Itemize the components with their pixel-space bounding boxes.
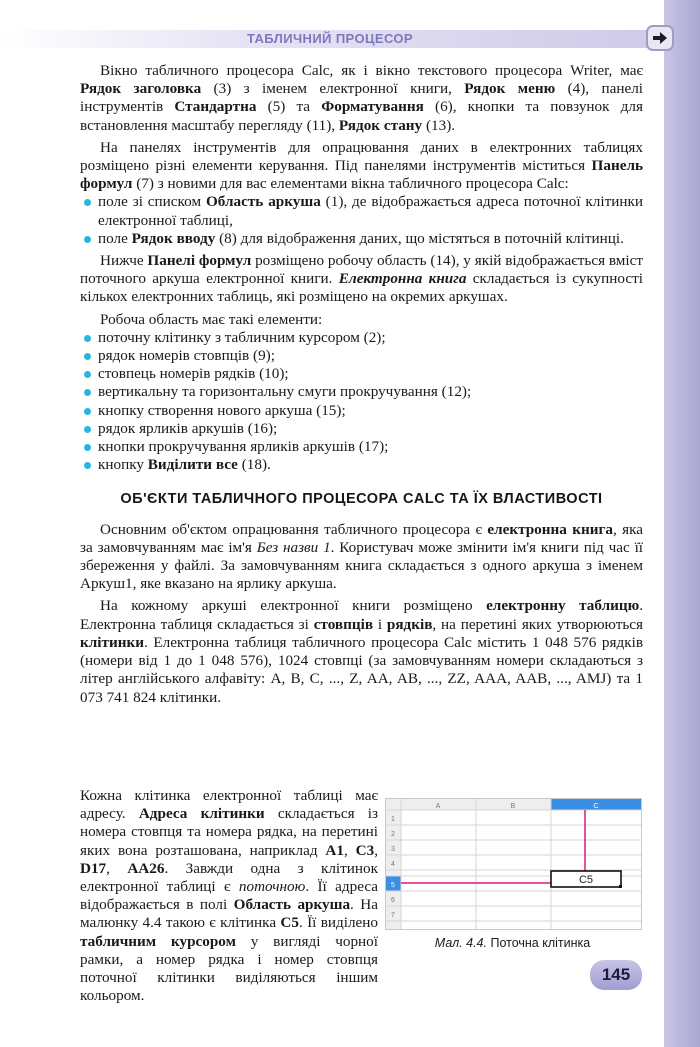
fill-handle [619,885,622,888]
side-strip [664,0,700,1047]
list-item: кнопки прокручування ярликів аркушів (17); [80,438,643,456]
bullet-list [80,329,643,475]
spreadsheet-figure [385,798,642,930]
spreadsheet-grid-illustration [386,799,641,929]
list-item: стовпець номерів рядків (10); [80,365,643,383]
paragraph: Нижче Панелі формул розміщено робочу область (14), у якій відображається вміст поточного аркуша електронної книги. Електронна книга складається із сукупності кількох електронних таблиць, які розміщено на окремих аркушах. [80,252,643,306]
bullet-list [80,193,643,248]
row-header-active: 5 [391,882,395,889]
row-header: 7 [391,912,395,919]
section-heading: ОБ'ЄКТИ ТАБЛИЧНОГО ПРОЦЕСОРА CALC ТА ЇХ ВЛАСТИВОСТІ [120,491,603,508]
list-item: рядок номерів стовпців (9); [80,347,643,365]
list-item: поле Рядок вводу (8) для відображення даних, що містяться в поточній клітинці. [80,230,643,248]
column-header-a: A [435,803,441,810]
paragraph: На панелях інструментів для опрацювання даних в електронних таблицях розміщено різні елементи керування. Під панелями інструментів міститься Панель формул (7) з новими для вас елементами вікна табличного процесора Calc: [80,138,643,193]
list-item: вертикальну та горизонтальну смуги прокручування (12); [80,383,643,401]
row-header: 3 [391,846,395,853]
list-item: кнопку Виділити все (18). [80,456,643,474]
paragraph: На кожному аркуші електронної книги розміщено електронну таблицю. Електронна таблиця складається зі стовпців і рядків, на перетині яких утворюються клітинки. Електронна таблиця табличного процесора Calc містить 1 048 576 рядків (номери від 1 до 1 048 576), 1024 стовпці (за замовчуванням номери складаються з літер англійського алфавіту: A, B, C, ..., Z, AA, AB, ..., ZZ, AAA, AAB, ..., AMJ) та 1 073 741 824 клітинки. [80,597,643,706]
arrow-right-icon[interactable] [646,25,674,51]
paragraph: Вікно табличного процесора Calc, як і вікно текстового процесора Writer, має Рядок заголовка (3) з іменем електронної книги, Рядок меню (4), панелі інструментів Стандартна (5) та Форматування (6), кнопки та повзунок для встановлення масштабу перегляду (11), Рядок стану (13). [80,62,644,134]
running-header: ТАБЛИЧНИЙ ПРОЦЕСОР [247,31,413,46]
column-header-b: B [510,803,516,810]
text-beside-figure [80,787,378,1005]
row-header: 2 [391,831,395,838]
list-item: поле зі списком Область аркуша (1), де відображається адреса поточної клітинки електронної таблиці, [80,193,643,229]
figure-number: Мал. 4.4. [434,936,487,950]
figure-caption [385,936,640,950]
paragraph: Робоча область має такі елементи: [100,310,323,328]
row-header: 1 [391,816,395,823]
cell-label: C5 [578,874,594,886]
arrow-right-icon-glyph [652,31,668,45]
page-number-badge [590,960,642,990]
row-header: 6 [391,897,395,904]
list-item: поточну клітинку з табличним курсором (2); [80,329,643,347]
main-text [80,62,643,707]
list-item: рядок ярликів аркушів (16); [80,420,643,438]
figure-caption-text: Поточна клітинка [486,936,591,950]
column-header-c: C [593,803,599,810]
paragraph: Кожна клітинка електронної таблиці має адресу. Адреса клітинки складається із номера стовпця та номера рядка, на перетині яких вона розташована, наприклад A1, C3, D17, AA26. Завжди одна з клітинок електронної таблиці є поточною. Її адреса відображається в полі Область аркуша. На малюнку 4.4 такою є клітинка C5. Її виділено табличним курсором у вигляді чорної рамки, а номер рядка і номер стовпця поточної клітинки виділяються іншим кольором. [80,787,379,1005]
paragraph: Основним об'єктом опрацювання табличного процесора є електронна книга, яка за замовчуванням має ім'я Без назви 1. Користувач може змінити ім'я книги під час її збереження у файлі. За замовчуванням книга складається з одного аркуша з іменем Аркуш1, яке вказано на ярлику аркуша. [80,520,644,593]
row-header: 4 [391,861,395,868]
list-item: кнопку створення нового аркуша (15); [80,402,643,420]
page-number: 145 [601,965,631,984]
